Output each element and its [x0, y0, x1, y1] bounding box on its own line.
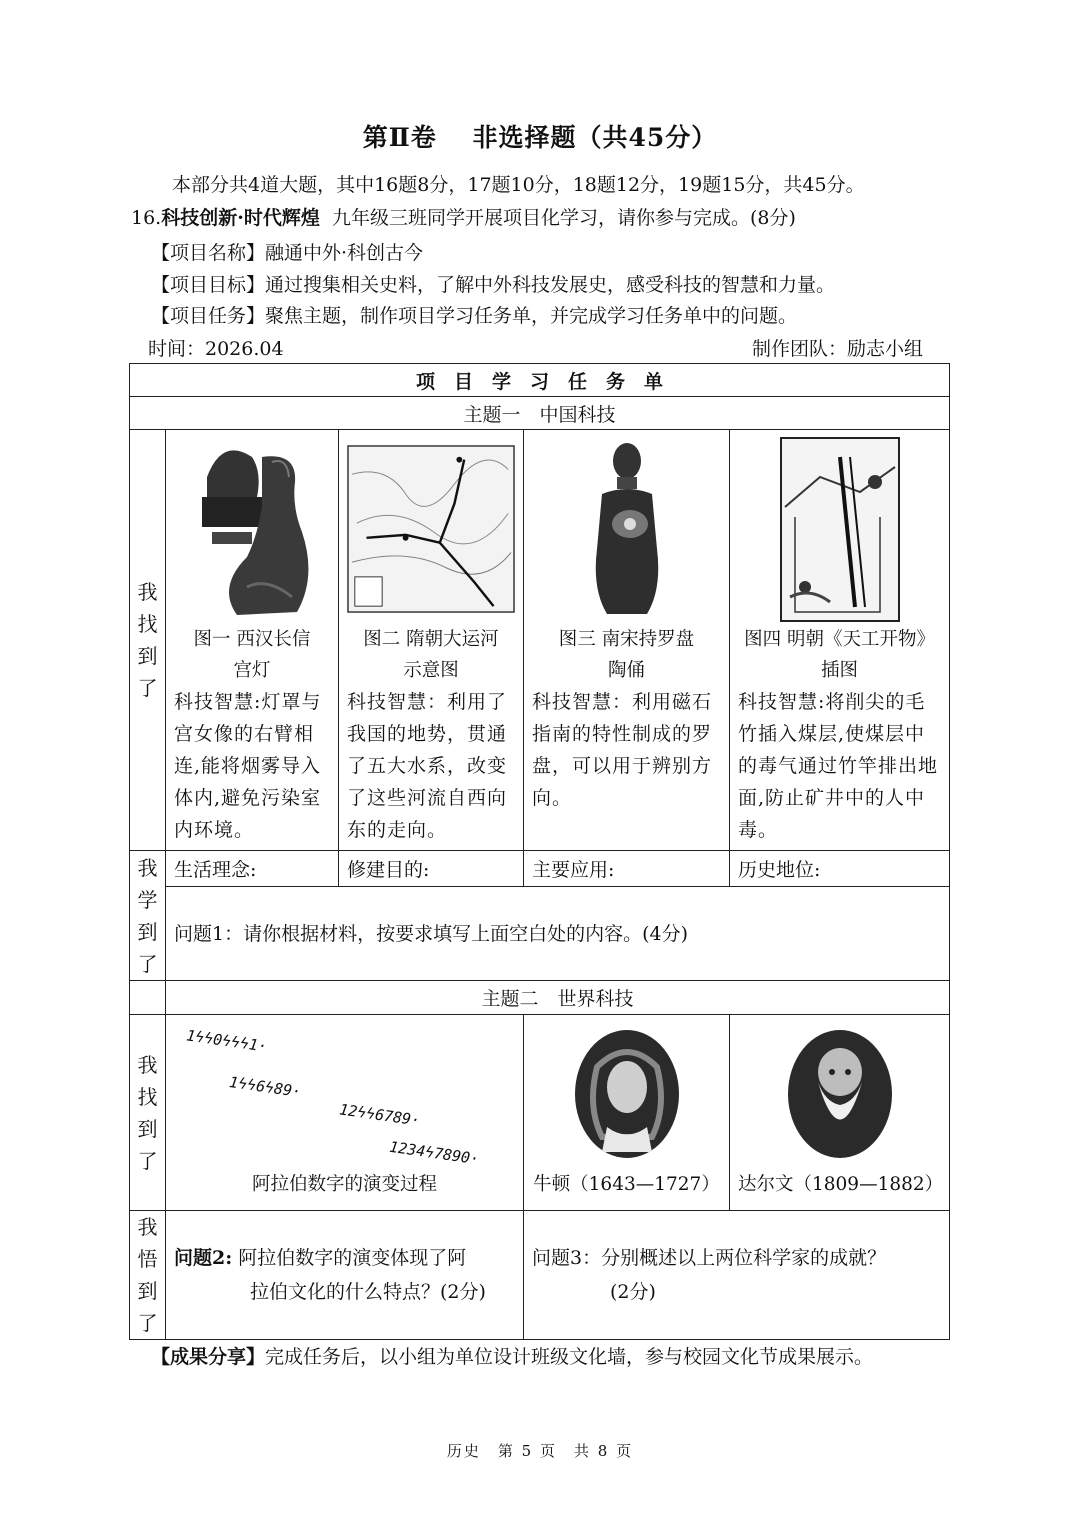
- question-three-line1: 问题3：分别概述以上两位科学家的成就？: [532, 1247, 887, 1269]
- tiangong-kaiwu-illustration: [738, 434, 941, 624]
- side-label-realized: 我 悟 到 了: [130, 1211, 166, 1340]
- project-task-label: 【项目任务】: [151, 305, 266, 327]
- palace-lamp-image: [174, 434, 330, 624]
- section-title: 第Ⅱ卷 非选择题（共45分）: [362, 123, 718, 152]
- numerals-cell: [166, 1015, 524, 1211]
- darwin-portrait: [738, 1019, 941, 1169]
- side-label-learned: 我 学 到 了: [130, 851, 166, 981]
- compass-figurine-image: [532, 434, 721, 624]
- question-two-line2: 拉伯文化的什么特点？(2分): [250, 1281, 486, 1303]
- grand-canal-map-image: [347, 434, 515, 624]
- project-name-label: 【项目名称】: [151, 242, 266, 264]
- figure-four-caption: 图四 明朝《天工开物》 插图: [744, 629, 935, 681]
- prompt-main-application: 主要应用:: [524, 851, 730, 887]
- question-lead: 九年级三班同学开展项目化学习，请你参与完成。(8分): [331, 207, 796, 229]
- project-goal-label: 【项目目标】: [151, 274, 266, 296]
- prompt-historical-status: 历史地位:: [730, 851, 950, 887]
- side-label-found: 我 找 到 了: [130, 430, 166, 851]
- question-two-label: 问题2:: [174, 1247, 233, 1269]
- project-goal-line: [151, 272, 835, 298]
- time-label: 时间：2026.04: [148, 338, 284, 360]
- section-intro: 本部分共4道大题，其中16题8分，17题10分，18题12分，19题15分，共45分。: [172, 174, 865, 196]
- newton-portrait: [532, 1019, 721, 1169]
- question-one: 问题1：请你根据材料，按要求填写上面空白处的内容。(4分): [166, 887, 950, 981]
- figure-one-caption: 图一 西汉长信 宫灯: [193, 629, 311, 681]
- figure-two-caption: 图二 隋朝大运河 示意图: [363, 629, 499, 681]
- side-label-found-2: 我 找 到 了: [130, 1015, 166, 1211]
- result-share-text: 完成任务后，以小组为单位设计班级文化墙，参与校园文化节成果展示。: [265, 1346, 874, 1368]
- project-task: 聚焦主题，制作项目学习任务单，并完成学习任务单中的问题。: [265, 305, 798, 327]
- question-16-stem: [131, 205, 796, 231]
- question-two: [166, 1211, 524, 1340]
- figure-one-wisdom: 科技智慧:灯罩与宫女像的右臂相连,能将烟雾导入体内,避免污染室内环境。: [174, 691, 322, 841]
- question-three-line2: (2分): [610, 1281, 656, 1303]
- figure-three-wisdom: 科技智慧：利用磁石指南的特性制成的罗盘，可以用于辨别方向。: [532, 691, 713, 809]
- team-label: 制作团队：励志小组: [752, 338, 924, 360]
- question-number: 16.: [131, 207, 162, 229]
- figure-two-wisdom: 科技智慧：利用了我国的地势，贯通了五大水系，改变了这些河流自西向东的走向。: [347, 691, 508, 841]
- darwin-cell: [730, 1015, 950, 1211]
- theme-two-header: 主题二 世界科技: [166, 981, 950, 1015]
- page-footer: 历史 第 5 页 共 8 页: [446, 1442, 634, 1460]
- darwin-caption: 达尔文（1809—1882）: [738, 1174, 944, 1195]
- task-sheet-table: [129, 363, 950, 1340]
- figure-two-cell: [339, 430, 524, 851]
- project-name: 融通中外·科创古今: [265, 242, 424, 264]
- newton-cell: [524, 1015, 730, 1211]
- project-task-line: [151, 303, 797, 329]
- question-two-line1: 阿拉伯数字的演变体现了阿: [238, 1247, 467, 1269]
- numerals-evolution-image: 1ϟϟ0ϟϟϟ1· 1ϟϟ6ϟ89· 12ϟϟ6789· 1234ϟ7890·: [185, 1026, 481, 1169]
- figure-four-cell: [730, 430, 950, 851]
- project-goal: 通过搜集相关史料，了解中外科技发展史，感受科技的智慧和力量。: [265, 274, 836, 296]
- task-sheet-header: 项 目 学 习 任 务 单: [130, 364, 950, 397]
- figure-one-cell: [166, 430, 339, 851]
- figure-three-caption: 图三 南宋持罗盘 陶俑: [558, 629, 695, 681]
- newton-caption: 牛顿（1643—1727）: [533, 1174, 720, 1195]
- project-name-line: [151, 240, 423, 266]
- question-three: [524, 1211, 950, 1340]
- question-theme: 科技创新·时代辉煌: [161, 207, 320, 229]
- theme-two-spacer: [130, 981, 166, 1015]
- prompt-construction-purpose: 修建目的:: [339, 851, 524, 887]
- prompt-life-concept: 生活理念:: [166, 851, 339, 887]
- result-share-line: [151, 1344, 873, 1370]
- theme-one-header: 主题一 中国科技: [130, 397, 950, 430]
- figure-three-cell: [524, 430, 730, 851]
- result-share-label: 【成果分享】: [151, 1346, 266, 1368]
- numerals-caption: 阿拉伯数字的演变过程: [251, 1174, 437, 1195]
- figure-four-wisdom: 科技智慧:将削尖的毛竹插入煤层,使煤层中的毒气通过竹竿排出地面,防止矿井中的人中毒。: [738, 691, 939, 841]
